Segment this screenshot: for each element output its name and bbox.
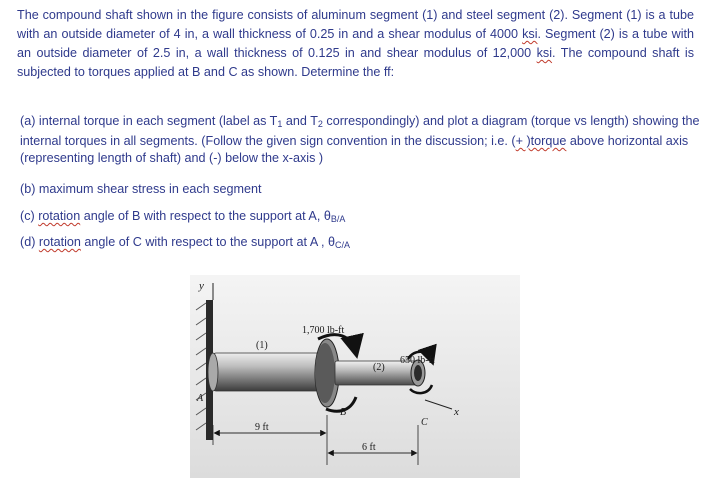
t1-subscript: 1: [277, 119, 283, 129]
point-b-label: B: [340, 407, 347, 418]
ksi-unit-1: ksi: [522, 27, 538, 41]
part-d-label: (d): [20, 235, 39, 249]
shaft-figure: [190, 275, 520, 478]
part-b-text: (b) maximum shear stress in each segment: [20, 182, 262, 196]
ksi-unit-2: ksi: [536, 46, 553, 60]
segment-2-label: (2): [373, 362, 385, 373]
part-c-label: (c): [20, 209, 39, 223]
segment-1-tube: [213, 353, 323, 391]
part-d-text: angle of C with respect to the support at A , θ: [80, 235, 336, 249]
problem-text-1: The compound shaft shown in the figure consists of aluminum segment (1) and steel segment (2). Segment (1) is a tube with an outside diameter of 4 in, a wall thickness of 0.25 in and a shear modulus of 4000: [17, 8, 694, 41]
problem-statement: [17, 6, 694, 82]
shaft-diagram: [190, 275, 520, 478]
part-d-rotation: rotation: [38, 235, 81, 249]
length-2-label: 6 ft: [362, 442, 376, 453]
theta-c-a-subscript: C/A: [335, 240, 351, 250]
point-c-label: C: [421, 417, 428, 428]
torque-b-label: 1,700 lb-ft: [302, 325, 345, 336]
theta-b-a-subscript: B/A: [330, 214, 346, 224]
flange-b-face: [315, 343, 335, 403]
end-c-bore: [414, 365, 422, 381]
part-a-text-4: above horizontal axis (representing length of shaft) and (-) below the x-axis ): [20, 134, 689, 165]
part-a-text-3: correspondingly) and plot a diagram (torque vs length) showing the internal torques in all segments. (Follow the given sign convention in the discussion; i.e. (: [20, 114, 700, 148]
x-axis-label: x: [454, 406, 459, 418]
part-a-text-1: (a) internal torque in each segment (label as T: [20, 114, 278, 128]
point-a-label: A: [197, 393, 204, 404]
problem-text-3: . The compound shaft is subjected to torques applied at B and C as shown. Determine the ff:: [17, 46, 694, 79]
part-b: [20, 181, 261, 198]
part-c: [20, 208, 345, 228]
t2-subscript: 2: [317, 119, 323, 129]
part-a-text-2: and T: [282, 114, 318, 128]
plus-torque: + )torque: [515, 134, 567, 148]
part-c-rotation: rotation: [38, 209, 81, 223]
part-d: [20, 234, 350, 254]
segment-1-label: (1): [256, 340, 268, 351]
problem-text-2: . Segment (2) is a tube with an outside diameter of 2.5 in, a wall thickness of 0.125 in and shear modulus of 12,000: [17, 27, 694, 60]
part-c-text: angle of B with respect to the support at A, θ: [80, 209, 331, 223]
segment-1-end: [208, 353, 218, 391]
length-1-label: 9 ft: [255, 422, 269, 433]
y-axis-label: y: [199, 280, 204, 292]
torque-c-label: 650 lb-ft: [400, 355, 435, 366]
part-a: [20, 113, 700, 167]
